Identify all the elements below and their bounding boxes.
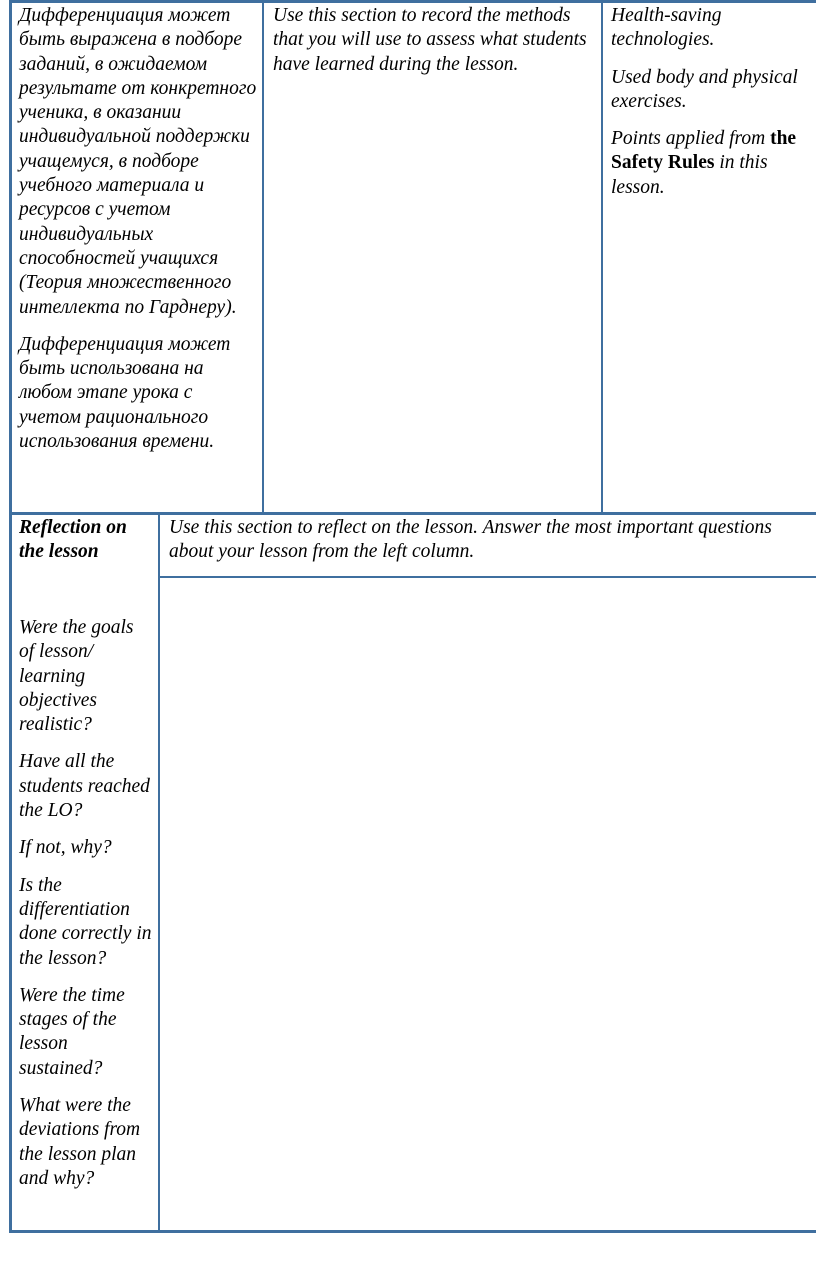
border-reflection-col bbox=[158, 514, 160, 1233]
reflection-instruction: Use this section to reflect on the lesson. Answer the most important questions about your lesson from the left column. bbox=[169, 517, 772, 563]
differentiation-text-2: Дифференциация может быть использована на любом этапе урока с учетом рационального использования времени. bbox=[19, 333, 231, 453]
question-item: Is the differentiation done correctly in the lesson? bbox=[19, 874, 152, 969]
border-col2-col3 bbox=[601, 0, 603, 514]
health-text: Health-saving technologies. bbox=[611, 5, 722, 51]
border-col1-col2 bbox=[262, 0, 264, 514]
reflection-title: Reflection on the lesson bbox=[19, 517, 127, 563]
differentiation-cell bbox=[19, 4, 259, 467]
border-row-split bbox=[9, 512, 816, 515]
border-left bbox=[9, 0, 12, 1233]
safety-rules-text: Points applied from the Safety Rules in this lesson. bbox=[611, 128, 797, 198]
question-item: Have all the students reached the LO? bbox=[19, 751, 150, 822]
question-item: If not, why? bbox=[19, 837, 112, 859]
reflection-questions bbox=[19, 616, 153, 1204]
safety-rules-bold: the Safety Rules bbox=[611, 128, 797, 174]
differentiation-text-1: Дифференциация может быть выражена в подборе заданий, в ожидаемом результате от конкретного ученика, в оказании индивидуальной поддержки учащемуся, в подборе учебного материала и ресурсов с учетом индивидуальных способностей учащихся (Теория множественного интеллекта по Гарднеру). bbox=[19, 5, 257, 318]
assessment-text: Use this section to record the methods that you will use to assess what students have learned during the lesson. bbox=[273, 5, 587, 75]
border-top bbox=[9, 0, 816, 3]
question-item: What were the deviations from the lesson plan and why? bbox=[19, 1095, 141, 1189]
border-bottom bbox=[9, 1230, 816, 1233]
border-instruction-bottom bbox=[158, 576, 816, 578]
exercises-text: Used body and physical exercises. bbox=[611, 66, 798, 112]
assessment-cell bbox=[273, 4, 595, 90]
health-safety-cell bbox=[611, 4, 811, 213]
question-item: Were the time stages of the lesson sustained? bbox=[19, 984, 125, 1079]
question-item: Were the goals of lesson/ learning objectives realistic? bbox=[19, 617, 134, 736]
